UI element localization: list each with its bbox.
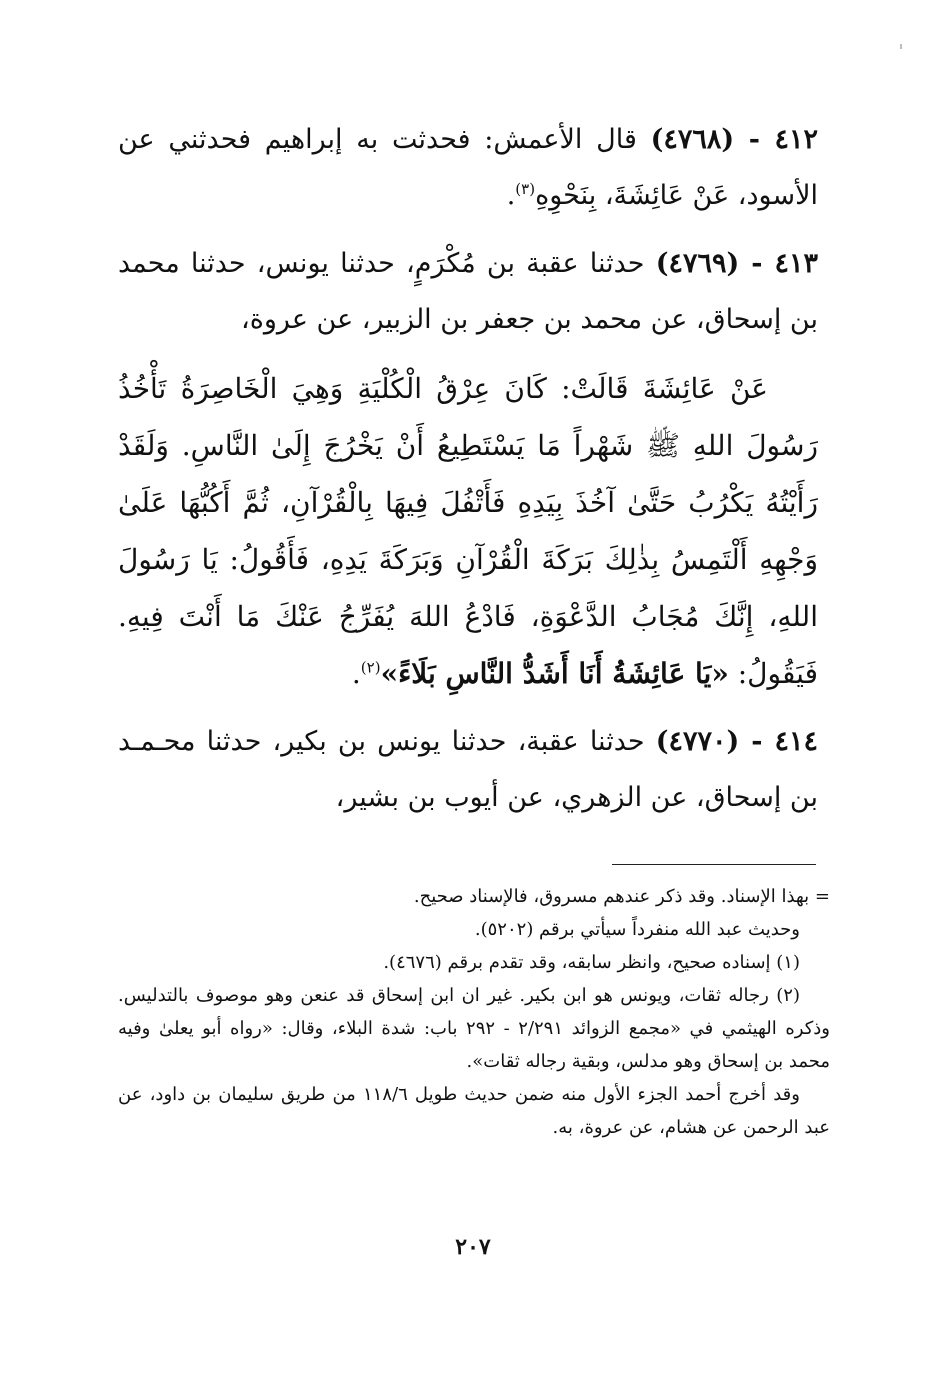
footnotes bbox=[118, 880, 830, 1144]
footnote-divider bbox=[612, 864, 816, 865]
hadith-413-isnad: حدثنا عقبة بن مُكْرَمٍ، حدثنا يونس، حدثنا محمد بن إسحاق، عن محمد بن جعفر بن الزبير، عن عروة، bbox=[118, 248, 818, 335]
hadith-412-number: ٤١٢ - (٤٧٦٨) bbox=[650, 124, 818, 155]
hadith-412-text: قال الأعمش: فحدثت به إبراهيم فحدثني عن الأسود، عَنْ عَائِشَةَ، بِنَحْوِهِ bbox=[118, 124, 818, 211]
prophet-quote: «يَا عَائِشَةُ أَنَا أَشَدُّ النَّاسِ بَلَاءً» bbox=[380, 657, 729, 690]
footnote-2: (٢) رجاله ثقات، ويونس هو ابن بكير. غير ان ابن إسحاق قد عنعن وهو موصوف بالتدليس. وذكره الهيثمي في «مجمع الزوائد ٢/٢٩١ - ٢٩٢ باب: شدة البلاء، وقال: «رواه أبو يعلىٰ وفيه محمد بن إسحاق وهو مدلس، وبقية رجاله ثقات». bbox=[118, 985, 830, 1072]
footnote-2-continued: وقد أخرج أحمد الجزء الأول منه ضمن حديث طويل ١١٨/٦ من طريق سليمان بن داود، عن عبد الرحمن عن هشام، عن عروة، به. bbox=[118, 1084, 830, 1138]
hadith-413 bbox=[118, 236, 818, 348]
hadith-413-matn bbox=[118, 360, 818, 702]
footnote-ref-3: (٣) bbox=[515, 180, 536, 198]
footnote-ref-2: (٢) bbox=[360, 658, 381, 677]
hadith-412 bbox=[118, 112, 818, 224]
hadith-414-isnad: حدثنا عقبة، حدثنا يونس بن بكير، حدثنا محـمـد بن إسحاق، عن الزهري، عن أيوب بن بشير، bbox=[118, 726, 818, 813]
hadith-414 bbox=[118, 714, 818, 826]
footnote-continuation-1: = بهذا الإسناد. وقد ذكر عندهم مسروق، فالإسناد صحيح. bbox=[413, 886, 830, 907]
main-text bbox=[118, 112, 818, 838]
hadith-413-end: . bbox=[351, 657, 361, 690]
page-number: ٢٠٧ bbox=[455, 1234, 491, 1260]
hadith-413-matn-text: عَنْ عَائِشَةَ قَالَتْ: كَانَ عِرْقُ الْكُلْيَةِ وَهِيَ الْخَاصِرَةُ تَأْخُذُ رَسُولَ اللهِ ﷺ شَهْراً مَا يَسْتَطِيعُ أَنْ يَخْرُجَ إِلَىٰ النَّاسِ. وَلَقَدْ رَأَيْتُهُ يَكْرُبُ حَتَّىٰ آخُذَ بِيَدِهِ فَأَتْفُلَ فِيهَا بِالْقُرْآنِ، ثُمَّ أَكُبُّهَا عَلَىٰ وَجْهِهِ أَلْتَمِسُ بِذٰلِكَ بَرَكَةَ الْقُرْآنِ وَبَرَكَةَ يَدِهِ، فَأَقُولُ: يَا رَسُولَ اللهِ، إِنَّكَ مُجَابُ الدَّعْوَةِ، فَادْعُ اللهَ يُفَرِّجُ عَنْكَ مَا أَنْتَ فِيهِ. فَيَقُولُ: bbox=[118, 372, 818, 690]
hadith-414-number: ٤١٤ - (٤٧٧٠) bbox=[655, 726, 818, 757]
hadith-413-number: ٤١٣ - (٤٧٦٩) bbox=[655, 248, 819, 279]
footnote-continuation-2: وحديث عبد الله منفرداً سيأتي برقم (٥٢٠٢). bbox=[474, 919, 800, 940]
scan-speck bbox=[900, 44, 902, 49]
hadith-412-end: . bbox=[506, 180, 516, 211]
footnote-1: (١) إسناده صحيح، وانظر سابقه، وقد تقدم برقم (٤٦٧٦). bbox=[383, 952, 800, 973]
